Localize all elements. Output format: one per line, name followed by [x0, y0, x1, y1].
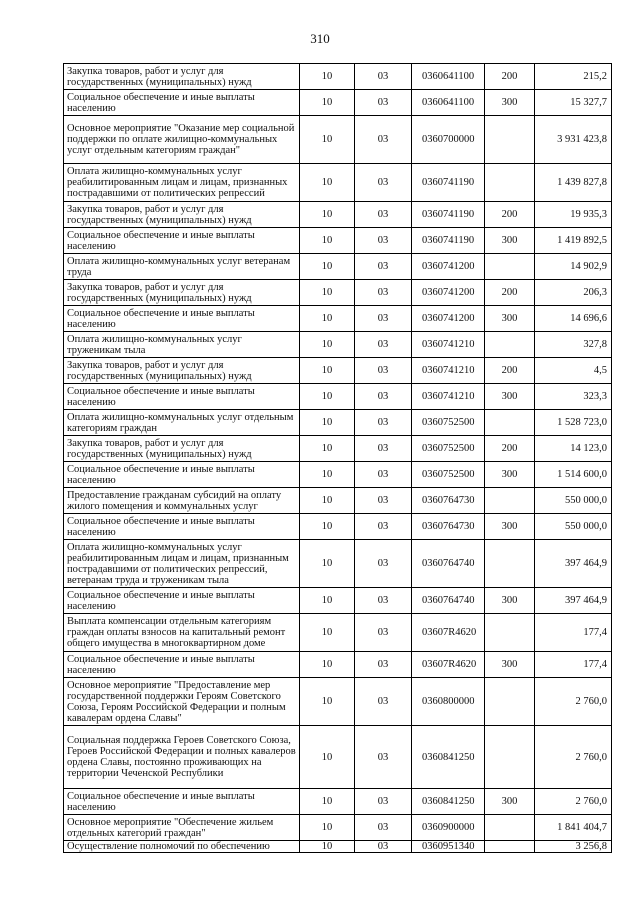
section-code-cell: 10	[300, 384, 355, 410]
budget-table	[63, 63, 612, 853]
amount-cell: 323,3	[535, 384, 612, 410]
target-article-cell: 0360951340	[412, 841, 485, 853]
expense-type-cell: 200	[485, 358, 535, 384]
expense-name-cell: Социальное обеспечение и иные выплаты населению	[64, 514, 300, 540]
table-row	[64, 678, 612, 726]
expense-type-cell	[485, 726, 535, 789]
expense-name-cell: Социальное обеспечение и иные выплаты населению	[64, 462, 300, 488]
section-code-cell: 10	[300, 652, 355, 678]
subsection-code-cell: 03	[355, 202, 412, 228]
table-row	[64, 436, 612, 462]
expense-name-cell: Социальное обеспечение и иные выплаты населению	[64, 652, 300, 678]
expense-name-cell: Оплата жилищно-коммунальных услуг ветеранам труда	[64, 254, 300, 280]
target-article-cell: 0360741210	[412, 384, 485, 410]
section-code-cell: 10	[300, 306, 355, 332]
amount-cell: 1 514 600,0	[535, 462, 612, 488]
section-code-cell: 10	[300, 841, 355, 853]
amount-cell: 1 419 892,5	[535, 228, 612, 254]
expense-type-cell	[485, 410, 535, 436]
subsection-code-cell: 03	[355, 164, 412, 202]
target-article-cell: 0360741190	[412, 202, 485, 228]
amount-cell: 550 000,0	[535, 514, 612, 540]
subsection-code-cell: 03	[355, 306, 412, 332]
section-code-cell: 10	[300, 358, 355, 384]
table-row	[64, 384, 612, 410]
section-code-cell: 10	[300, 164, 355, 202]
expense-name-cell: Социальное обеспечение и иные выплаты населению	[64, 384, 300, 410]
amount-cell: 1 841 404,7	[535, 815, 612, 841]
expense-type-cell: 300	[485, 384, 535, 410]
subsection-code-cell: 03	[355, 358, 412, 384]
target-article-cell: 0360900000	[412, 815, 485, 841]
table-row	[64, 254, 612, 280]
table-row	[64, 116, 612, 164]
table-row	[64, 588, 612, 614]
target-article-cell: 0360764730	[412, 488, 485, 514]
expense-type-cell: 200	[485, 436, 535, 462]
amount-cell: 19 935,3	[535, 202, 612, 228]
subsection-code-cell: 03	[355, 254, 412, 280]
subsection-code-cell: 03	[355, 614, 412, 652]
amount-cell: 3 931 423,8	[535, 116, 612, 164]
target-article-cell: 0360741200	[412, 306, 485, 332]
target-article-cell: 0360741200	[412, 254, 485, 280]
expense-name-cell: Осуществление полномочий по обеспечению	[64, 841, 300, 853]
subsection-code-cell: 03	[355, 815, 412, 841]
target-article-cell: 0360800000	[412, 678, 485, 726]
table-row	[64, 202, 612, 228]
target-article-cell: 0360741190	[412, 228, 485, 254]
expense-name-cell: Основное мероприятие "Предоставление мер государственной поддержки Героям Советского Союза, Героям Российской Федерации и полным кавалерам ордена Славы"	[64, 678, 300, 726]
expense-name-cell: Закупка товаров, работ и услуг для государственных (муниципальных) нужд	[64, 280, 300, 306]
expense-name-cell: Предоставление гражданам субсидий на оплату жилого помещения и коммунальных услуг	[64, 488, 300, 514]
target-article-cell: 0360741210	[412, 332, 485, 358]
expense-type-cell	[485, 540, 535, 588]
subsection-code-cell: 03	[355, 64, 412, 90]
amount-cell: 15 327,7	[535, 90, 612, 116]
table-row	[64, 306, 612, 332]
section-code-cell: 10	[300, 678, 355, 726]
subsection-code-cell: 03	[355, 540, 412, 588]
expense-type-cell	[485, 614, 535, 652]
section-code-cell: 10	[300, 64, 355, 90]
target-article-cell: 03607R4620	[412, 652, 485, 678]
section-code-cell: 10	[300, 202, 355, 228]
subsection-code-cell: 03	[355, 280, 412, 306]
target-article-cell: 0360841250	[412, 726, 485, 789]
amount-cell: 397 464,9	[535, 540, 612, 588]
subsection-code-cell: 03	[355, 588, 412, 614]
expense-name-cell: Закупка товаров, работ и услуг для государственных (муниципальных) нужд	[64, 64, 300, 90]
amount-cell: 14 902,9	[535, 254, 612, 280]
subsection-code-cell: 03	[355, 652, 412, 678]
expense-name-cell: Социальное обеспечение и иные выплаты населению	[64, 90, 300, 116]
target-article-cell: 0360700000	[412, 116, 485, 164]
section-code-cell: 10	[300, 280, 355, 306]
amount-cell: 2 760,0	[535, 678, 612, 726]
section-code-cell: 10	[300, 254, 355, 280]
expense-type-cell	[485, 116, 535, 164]
subsection-code-cell: 03	[355, 678, 412, 726]
expense-name-cell: Закупка товаров, работ и услуг для государственных (муниципальных) нужд	[64, 202, 300, 228]
expense-type-cell: 300	[485, 514, 535, 540]
table-row	[64, 410, 612, 436]
amount-cell: 2 760,0	[535, 726, 612, 789]
target-article-cell: 0360764740	[412, 588, 485, 614]
expense-name-cell: Выплата компенсации отдельным категориям граждан оплаты взносов на капитальный ремонт общего имущества в многоквартирном доме	[64, 614, 300, 652]
target-article-cell: 0360741200	[412, 280, 485, 306]
expense-type-cell: 300	[485, 789, 535, 815]
subsection-code-cell: 03	[355, 841, 412, 853]
table-row	[64, 332, 612, 358]
expense-name-cell: Социальное обеспечение и иные выплаты населению	[64, 228, 300, 254]
subsection-code-cell: 03	[355, 116, 412, 164]
amount-cell: 1 439 827,8	[535, 164, 612, 202]
subsection-code-cell: 03	[355, 514, 412, 540]
expense-type-cell: 300	[485, 652, 535, 678]
expense-name-cell: Закупка товаров, работ и услуг для государственных (муниципальных) нужд	[64, 436, 300, 462]
amount-cell: 327,8	[535, 332, 612, 358]
target-article-cell: 0360752500	[412, 410, 485, 436]
table-row	[64, 540, 612, 588]
section-code-cell: 10	[300, 540, 355, 588]
table-row	[64, 488, 612, 514]
section-code-cell: 10	[300, 90, 355, 116]
table-row	[64, 280, 612, 306]
subsection-code-cell: 03	[355, 462, 412, 488]
target-article-cell: 0360841250	[412, 789, 485, 815]
subsection-code-cell: 03	[355, 410, 412, 436]
expense-type-cell: 200	[485, 202, 535, 228]
target-article-cell: 0360764740	[412, 540, 485, 588]
section-code-cell: 10	[300, 514, 355, 540]
amount-cell: 550 000,0	[535, 488, 612, 514]
table-row	[64, 614, 612, 652]
amount-cell: 3 256,8	[535, 841, 612, 853]
table-row	[64, 358, 612, 384]
subsection-code-cell: 03	[355, 228, 412, 254]
table-row	[64, 841, 612, 853]
section-code-cell: 10	[300, 116, 355, 164]
subsection-code-cell: 03	[355, 436, 412, 462]
expense-type-cell: 300	[485, 228, 535, 254]
expense-name-cell: Социальное обеспечение и иные выплаты населению	[64, 306, 300, 332]
expense-type-cell: 300	[485, 90, 535, 116]
expense-type-cell: 300	[485, 462, 535, 488]
expense-name-cell: Социальное обеспечение и иные выплаты населению	[64, 789, 300, 815]
expense-type-cell	[485, 332, 535, 358]
expense-type-cell	[485, 164, 535, 202]
section-code-cell: 10	[300, 462, 355, 488]
expense-type-cell: 300	[485, 306, 535, 332]
expense-name-cell: Оплата жилищно-коммунальных услуг труженикам тыла	[64, 332, 300, 358]
target-article-cell: 0360764730	[412, 514, 485, 540]
section-code-cell: 10	[300, 726, 355, 789]
amount-cell: 14 696,6	[535, 306, 612, 332]
table-row	[64, 726, 612, 789]
target-article-cell: 0360641100	[412, 90, 485, 116]
expense-type-cell	[485, 254, 535, 280]
amount-cell: 14 123,0	[535, 436, 612, 462]
section-code-cell: 10	[300, 410, 355, 436]
subsection-code-cell: 03	[355, 332, 412, 358]
table-row	[64, 90, 612, 116]
expense-type-cell: 300	[485, 588, 535, 614]
subsection-code-cell: 03	[355, 789, 412, 815]
table-row	[64, 514, 612, 540]
subsection-code-cell: 03	[355, 726, 412, 789]
table-row	[64, 789, 612, 815]
target-article-cell: 03607R4620	[412, 614, 485, 652]
expense-type-cell: 200	[485, 64, 535, 90]
target-article-cell: 0360641100	[412, 64, 485, 90]
subsection-code-cell: 03	[355, 488, 412, 514]
expense-name-cell: Основное мероприятие "Оказание мер социальной поддержки по оплате жилищно-коммунальных услуг отдельным категориям граждан"	[64, 116, 300, 164]
section-code-cell: 10	[300, 488, 355, 514]
target-article-cell: 0360752500	[412, 436, 485, 462]
expense-name-cell: Оплата жилищно-коммунальных услуг отдельным категориям граждан	[64, 410, 300, 436]
section-code-cell: 10	[300, 588, 355, 614]
expense-type-cell	[485, 678, 535, 726]
expense-type-cell	[485, 488, 535, 514]
amount-cell: 397 464,9	[535, 588, 612, 614]
expense-name-cell: Закупка товаров, работ и услуг для государственных (муниципальных) нужд	[64, 358, 300, 384]
table-row	[64, 652, 612, 678]
amount-cell: 215,2	[535, 64, 612, 90]
amount-cell: 177,4	[535, 652, 612, 678]
subsection-code-cell: 03	[355, 384, 412, 410]
amount-cell: 2 760,0	[535, 789, 612, 815]
table-row	[64, 462, 612, 488]
target-article-cell: 0360741190	[412, 164, 485, 202]
expense-name-cell: Основное мероприятие "Обеспечение жильем отдельных категорий граждан"	[64, 815, 300, 841]
expense-name-cell: Оплата жилищно-коммунальных услуг реабилитированным лицам и лицам, признанных пострадавшими от политических репрессий	[64, 164, 300, 202]
budget-table-body	[64, 64, 612, 853]
table-row	[64, 164, 612, 202]
expense-name-cell: Оплата жилищно-коммунальных услуг реабилитированным лицам и лицам, признанным пострадавшими от политических репрессий, ветеранам труда и труженикам тыла	[64, 540, 300, 588]
section-code-cell: 10	[300, 436, 355, 462]
amount-cell: 1 528 723,0	[535, 410, 612, 436]
expense-type-cell	[485, 815, 535, 841]
expense-name-cell: Социальное обеспечение и иные выплаты населению	[64, 588, 300, 614]
expense-name-cell: Социальная поддержка Героев Советского Союза, Героев Российской Федерации и полных кавалеров ордена Славы, постоянно проживающих на территории Чеченской Республики	[64, 726, 300, 789]
page-number: 310	[310, 31, 330, 46]
expense-type-cell	[485, 841, 535, 853]
section-code-cell: 10	[300, 614, 355, 652]
section-code-cell: 10	[300, 228, 355, 254]
table-row	[64, 64, 612, 90]
section-code-cell: 10	[300, 815, 355, 841]
amount-cell: 4,5	[535, 358, 612, 384]
expense-type-cell: 200	[485, 280, 535, 306]
section-code-cell: 10	[300, 789, 355, 815]
target-article-cell: 0360752500	[412, 462, 485, 488]
section-code-cell: 10	[300, 332, 355, 358]
amount-cell: 177,4	[535, 614, 612, 652]
subsection-code-cell: 03	[355, 90, 412, 116]
amount-cell: 206,3	[535, 280, 612, 306]
table-row	[64, 815, 612, 841]
target-article-cell: 0360741210	[412, 358, 485, 384]
table-row	[64, 228, 612, 254]
